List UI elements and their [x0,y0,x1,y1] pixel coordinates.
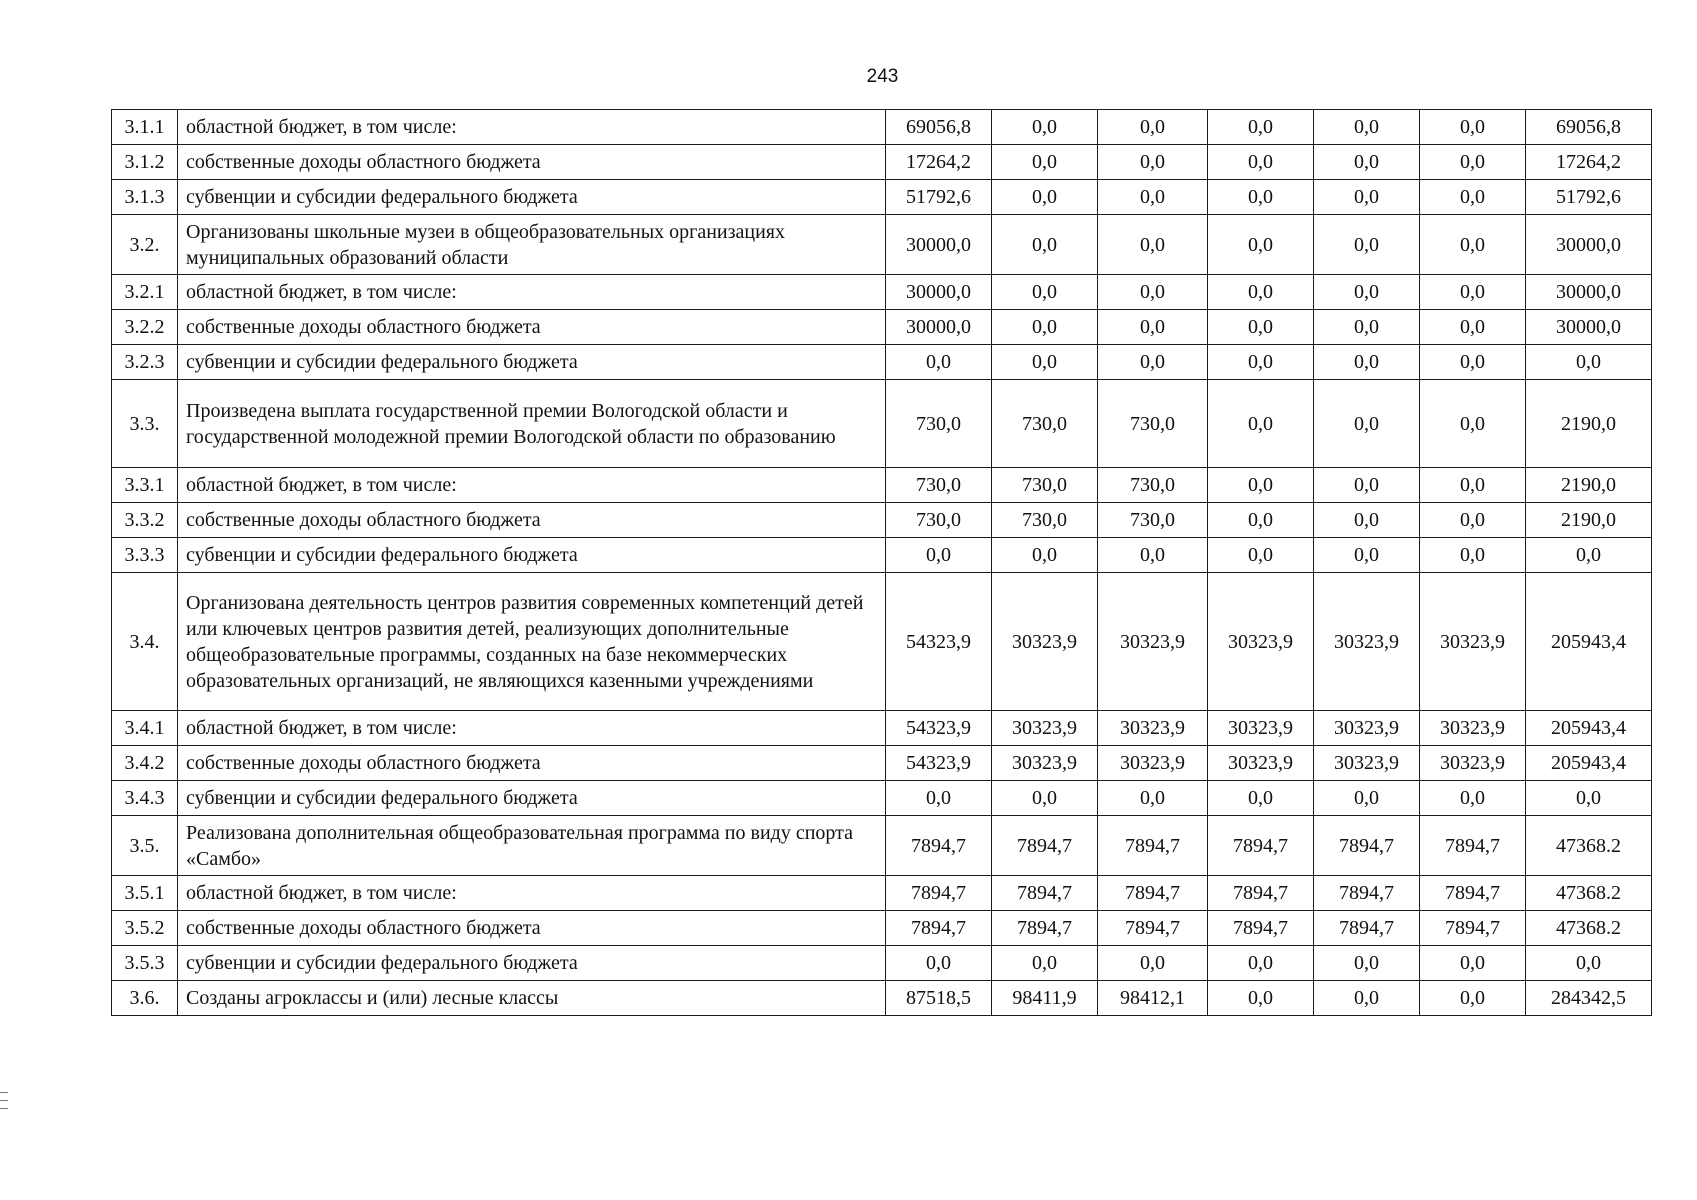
row-value: 205943,4 [1526,573,1652,711]
row-value: 30323,9 [1314,746,1420,781]
row-value: 7894,7 [886,816,992,876]
row-code: 3.1.3 [112,180,178,215]
row-description: Организована деятельность центров развития современных компетенций детей или ключевых центров развития детей, реализующих дополнительные общеобразовательные программы, созданных на базе некоммерческих образовательных организаций, не являющихся казенными учреждениями [178,573,886,711]
row-value: 0,0 [992,310,1098,345]
row-code: 3.3.3 [112,538,178,573]
row-value: 0,0 [1098,180,1208,215]
row-value: 47368.2 [1526,876,1652,911]
row-description: собственные доходы областного бюджета [178,746,886,781]
row-value: 0,0 [886,781,992,816]
row-value: 7894,7 [1208,816,1314,876]
row-value: 2190,0 [1526,380,1652,468]
row-value: 0,0 [1314,310,1420,345]
row-value: 0,0 [1314,468,1420,503]
row-value: 0,0 [1208,946,1314,981]
row-value: 54323,9 [886,573,992,711]
table-row [112,110,1652,145]
row-value: 0,0 [1314,538,1420,573]
row-description: Произведена выплата государственной премии Вологодской области и государственной молодежной премии Вологодской области по образованию [178,380,886,468]
row-value: 30323,9 [1208,746,1314,781]
table-row [112,816,1652,876]
row-value: 730,0 [992,380,1098,468]
row-code: 3.3.2 [112,503,178,538]
row-value: 0,0 [1420,110,1526,145]
row-value: 98411,9 [992,981,1098,1016]
table-row [112,981,1652,1016]
row-value: 0,0 [1208,538,1314,573]
table-row [112,781,1652,816]
row-value: 7894,7 [1098,816,1208,876]
row-value: 0,0 [1314,503,1420,538]
row-code: 3.2.1 [112,275,178,310]
table-row [112,275,1652,310]
row-description: субвенции и субсидии федерального бюджета [178,180,886,215]
row-value: 730,0 [886,503,992,538]
row-value: 30000,0 [886,215,992,275]
row-value: 0,0 [1314,215,1420,275]
row-value: 0,0 [1420,215,1526,275]
row-value: 0,0 [1098,215,1208,275]
row-code: 3.5. [112,816,178,876]
row-value: 205943,4 [1526,711,1652,746]
row-value: 0,0 [992,145,1098,180]
row-value: 30000,0 [886,310,992,345]
row-value: 7894,7 [1098,876,1208,911]
table-row [112,145,1652,180]
row-value: 0,0 [1314,781,1420,816]
table-row [112,573,1652,711]
margin-mark [0,1100,8,1101]
row-value: 7894,7 [1314,876,1420,911]
row-value: 0,0 [992,946,1098,981]
row-value: 0,0 [1420,981,1526,1016]
row-description: областной бюджет, в том числе: [178,711,886,746]
row-code: 3.1.2 [112,145,178,180]
row-value: 730,0 [886,468,992,503]
row-value: 30323,9 [992,746,1098,781]
row-value: 0,0 [992,345,1098,380]
row-description: субвенции и субсидии федерального бюджета [178,946,886,981]
row-description: Созданы агроклассы и (или) лесные классы [178,981,886,1016]
row-description: областной бюджет, в том числе: [178,275,886,310]
row-code: 3.6. [112,981,178,1016]
row-code: 3.4.3 [112,781,178,816]
row-value: 0,0 [1420,310,1526,345]
row-value: 205943,4 [1526,746,1652,781]
row-value: 0,0 [1420,145,1526,180]
row-value: 0,0 [1420,538,1526,573]
row-value: 0,0 [1208,781,1314,816]
row-value: 0,0 [1314,345,1420,380]
row-value: 30000,0 [1526,215,1652,275]
budget-table [111,109,1652,1016]
row-value: 7894,7 [886,876,992,911]
row-value: 30000,0 [886,275,992,310]
row-code: 3.2.2 [112,310,178,345]
row-value: 7894,7 [992,816,1098,876]
row-value: 0,0 [1208,981,1314,1016]
table-row [112,345,1652,380]
row-value: 0,0 [1098,781,1208,816]
row-value: 87518,5 [886,981,992,1016]
row-description: субвенции и субсидии федерального бюджета [178,781,886,816]
table-row [112,380,1652,468]
row-description: Реализована дополнительная общеобразовательная программа по виду спорта «Самбо» [178,816,886,876]
table-row [112,876,1652,911]
row-value: 7894,7 [1208,911,1314,946]
row-value: 0,0 [1208,180,1314,215]
row-value: 0,0 [886,345,992,380]
row-value: 0,0 [1208,345,1314,380]
row-value: 69056,8 [1526,110,1652,145]
row-value: 730,0 [1098,503,1208,538]
row-value: 0,0 [1098,145,1208,180]
row-code: 3.2. [112,215,178,275]
row-value: 0,0 [1420,468,1526,503]
row-value: 98412,1 [1098,981,1208,1016]
row-value: 30323,9 [1420,711,1526,746]
row-value: 0,0 [886,538,992,573]
row-description: субвенции и субсидии федерального бюджета [178,345,886,380]
row-value: 47368.2 [1526,911,1652,946]
table-row [112,310,1652,345]
row-value: 0,0 [1098,538,1208,573]
row-value: 0,0 [1208,380,1314,468]
row-value: 30323,9 [1314,573,1420,711]
row-value: 30323,9 [1420,746,1526,781]
row-code: 3.3.1 [112,468,178,503]
row-code: 3.5.1 [112,876,178,911]
row-value: 0,0 [1420,380,1526,468]
row-value: 7894,7 [992,911,1098,946]
row-value: 0,0 [1208,310,1314,345]
row-value: 0,0 [1208,468,1314,503]
page-number: 243 [866,66,899,87]
row-value: 0,0 [1420,781,1526,816]
row-description: собственные доходы областного бюджета [178,911,886,946]
table-row [112,538,1652,573]
row-value: 284342,5 [1526,981,1652,1016]
row-value: 0,0 [1208,503,1314,538]
row-value: 30323,9 [1098,711,1208,746]
row-value: 0,0 [1314,380,1420,468]
table-row [112,215,1652,275]
row-value: 0,0 [992,110,1098,145]
row-value: 0,0 [1098,345,1208,380]
row-value: 0,0 [992,215,1098,275]
table-row [112,746,1652,781]
row-value: 0,0 [1208,145,1314,180]
row-value: 7894,7 [1208,876,1314,911]
table-body [112,110,1652,1016]
row-value: 54323,9 [886,746,992,781]
row-value: 730,0 [1098,380,1208,468]
row-value: 730,0 [992,468,1098,503]
row-value: 0,0 [1208,215,1314,275]
row-value: 7894,7 [1098,911,1208,946]
row-value: 0,0 [992,180,1098,215]
row-value: 0,0 [1526,345,1652,380]
row-code: 3.5.2 [112,911,178,946]
row-value: 0,0 [1420,503,1526,538]
row-code: 3.5.3 [112,946,178,981]
row-value: 730,0 [886,380,992,468]
row-value: 7894,7 [1420,911,1526,946]
row-value: 7894,7 [1420,876,1526,911]
row-code: 3.3. [112,380,178,468]
row-value: 0,0 [1314,981,1420,1016]
row-value: 2190,0 [1526,468,1652,503]
row-value: 730,0 [992,503,1098,538]
row-code: 3.4. [112,573,178,711]
row-description: субвенции и субсидии федерального бюджета [178,538,886,573]
row-value: 30323,9 [1314,711,1420,746]
row-value: 0,0 [1420,345,1526,380]
row-value: 30323,9 [1098,746,1208,781]
row-description: областной бюджет, в том числе: [178,468,886,503]
row-value: 7894,7 [1314,816,1420,876]
row-value: 51792,6 [1526,180,1652,215]
row-value: 0,0 [1314,110,1420,145]
table-row [112,180,1652,215]
row-value: 0,0 [1314,145,1420,180]
row-value: 0,0 [886,946,992,981]
table-row [112,468,1652,503]
row-value: 17264,2 [886,145,992,180]
row-value: 30323,9 [1420,573,1526,711]
row-code: 3.4.2 [112,746,178,781]
row-value: 0,0 [1526,781,1652,816]
row-value: 0,0 [1098,310,1208,345]
table-row [112,911,1652,946]
row-value: 0,0 [1420,275,1526,310]
row-value: 51792,6 [886,180,992,215]
row-value: 30323,9 [992,573,1098,711]
row-value: 0,0 [1420,180,1526,215]
row-value: 0,0 [1314,275,1420,310]
row-description: собственные доходы областного бюджета [178,310,886,345]
row-value: 30000,0 [1526,310,1652,345]
row-value: 730,0 [1098,468,1208,503]
row-description: Организованы школьные музеи в общеобразовательных организациях муниципальных образований области [178,215,886,275]
table-row [112,503,1652,538]
row-code: 3.4.1 [112,711,178,746]
row-value: 30323,9 [992,711,1098,746]
row-value: 30323,9 [1208,573,1314,711]
row-value: 0,0 [1314,180,1420,215]
row-description: собственные доходы областного бюджета [178,503,886,538]
margin-mark [0,1092,8,1093]
row-value: 7894,7 [1420,816,1526,876]
row-code: 3.2.3 [112,345,178,380]
row-value: 7894,7 [992,876,1098,911]
row-value: 54323,9 [886,711,992,746]
table-row [112,711,1652,746]
row-value: 0,0 [1098,110,1208,145]
row-description: областной бюджет, в том числе: [178,110,886,145]
margin-mark [0,1108,8,1109]
row-value: 30000,0 [1526,275,1652,310]
row-value: 0,0 [992,538,1098,573]
row-value: 0,0 [992,781,1098,816]
row-value: 69056,8 [886,110,992,145]
row-value: 0,0 [1526,946,1652,981]
row-value: 0,0 [1098,275,1208,310]
row-value: 17264,2 [1526,145,1652,180]
row-value: 0,0 [1420,946,1526,981]
row-value: 2190,0 [1526,503,1652,538]
row-value: 0,0 [1526,538,1652,573]
row-value: 47368.2 [1526,816,1652,876]
row-value: 0,0 [1208,275,1314,310]
row-value: 30323,9 [1098,573,1208,711]
row-description: областной бюджет, в том числе: [178,876,886,911]
row-code: 3.1.1 [112,110,178,145]
row-value: 0,0 [1098,946,1208,981]
row-value: 30323,9 [1208,711,1314,746]
row-description: собственные доходы областного бюджета [178,145,886,180]
row-value: 0,0 [1208,110,1314,145]
table-row [112,946,1652,981]
row-value: 0,0 [1314,946,1420,981]
row-value: 7894,7 [1314,911,1420,946]
row-value: 0,0 [992,275,1098,310]
row-value: 7894,7 [886,911,992,946]
